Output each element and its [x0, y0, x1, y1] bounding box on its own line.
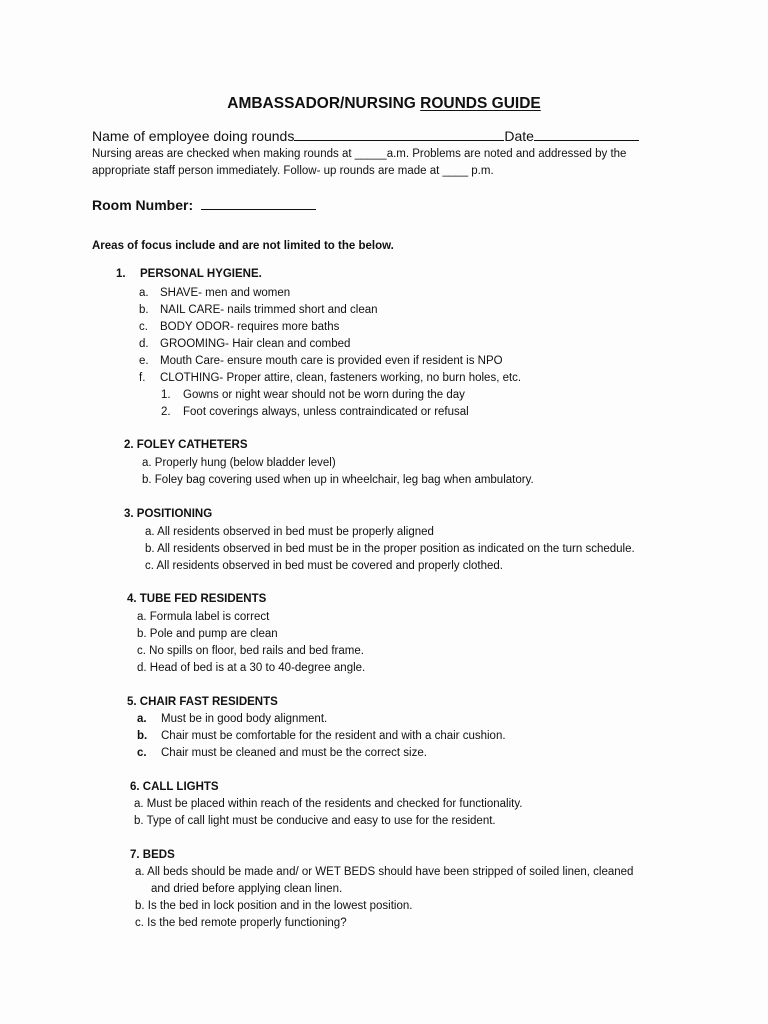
- room-number-field[interactable]: [201, 197, 316, 210]
- sublist-item: Foot coverings always, unless contraindicated or refusal: [183, 406, 469, 418]
- list-item: c. Is the bed remote properly functioning?: [135, 917, 347, 929]
- list-item: b. All residents observed in bed must be in the proper position as indicated on the turn schedule.: [145, 543, 635, 555]
- list-marker: a.: [137, 713, 147, 725]
- list-item: b. Type of call light must be conducive and easy to use for the resident.: [134, 815, 496, 827]
- section-4-title: 4. TUBE FED RESIDENTS: [127, 593, 267, 605]
- section-1-marker: 1.: [116, 268, 126, 280]
- list-item: CLOTHING- Proper attire, clean, fasteners working, no burn holes, etc.: [160, 372, 522, 384]
- list-item: b. Is the bed in lock position and in the lowest position.: [135, 900, 413, 912]
- rounds-text-line-2: appropriate staff person immediately. Follow- up rounds are made at ____ p.m.: [92, 165, 494, 177]
- title-underlined-text: ROUNDS GUIDE: [420, 95, 541, 112]
- list-marker: d.: [139, 338, 149, 350]
- employee-name-field[interactable]: [294, 128, 504, 141]
- list-item: a. Formula label is correct: [137, 611, 270, 623]
- list-item: b. Pole and pump are clean: [137, 628, 278, 640]
- sublist-marker: 1.: [161, 389, 171, 401]
- list-item: Chair must be cleaned and must be the correct size.: [161, 747, 427, 759]
- list-item: a. Properly hung (below bladder level): [142, 457, 336, 469]
- list-item: NAIL CARE- nails trimmed short and clean: [160, 304, 378, 316]
- list-item: c. All residents observed in bed must be covered and properly clothed.: [145, 560, 503, 572]
- list-item: BODY ODOR- requires more baths: [160, 321, 340, 333]
- section-3-title: 3. POSITIONING: [124, 508, 213, 520]
- section-7-title: 7. BEDS: [130, 849, 175, 861]
- list-item: a. All beds should be made and/ or WET BEDS should have been stripped of soiled linen, cleaned: [135, 866, 634, 878]
- title-text: AMBASSADOR/NURSING: [227, 95, 421, 112]
- list-item: Chair must be comfortable for the resident and with a chair cushion.: [161, 730, 506, 742]
- date-field[interactable]: [534, 128, 639, 141]
- section-2-title: 2. FOLEY CATHETERS: [124, 439, 248, 451]
- date-label: Date: [504, 128, 534, 144]
- list-item-continuation: and dried before applying clean linen.: [151, 883, 343, 895]
- list-marker: e.: [139, 355, 149, 367]
- list-marker: c.: [139, 321, 148, 333]
- list-item: Must be in good body alignment.: [161, 713, 328, 725]
- room-number-line: [92, 197, 316, 213]
- list-marker: f.: [139, 372, 146, 384]
- employee-line: [92, 128, 639, 144]
- list-item: Mouth Care- ensure mouth care is provided even if resident is NPO: [160, 355, 503, 367]
- list-item: SHAVE- men and women: [160, 287, 291, 299]
- list-marker: c.: [137, 747, 147, 759]
- list-item: GROOMING- Hair clean and combed: [160, 338, 351, 350]
- section-6-title: 6. CALL LIGHTS: [130, 781, 219, 793]
- section-5-title: 5. CHAIR FAST RESIDENTS: [127, 696, 278, 708]
- list-marker: b.: [137, 730, 148, 742]
- employee-label: Name of employee doing rounds: [92, 128, 295, 144]
- section-1-title: PERSONAL HYGIENE.: [140, 268, 262, 280]
- list-marker: a.: [139, 287, 149, 299]
- list-item: c. No spills on floor, bed rails and bed frame.: [137, 645, 364, 657]
- list-item: a. All residents observed in bed must be properly aligned: [145, 526, 434, 538]
- sublist-marker: 2.: [161, 406, 171, 418]
- room-number-label: Room Number:: [92, 197, 194, 213]
- list-item: d. Head of bed is at a 30 to 40-degree angle.: [137, 662, 366, 674]
- areas-intro: Areas of focus include and are not limited to the below.: [92, 240, 394, 252]
- list-item: b. Foley bag covering used when up in wheelchair, leg bag when ambulatory.: [142, 474, 534, 486]
- list-marker: b.: [139, 304, 149, 316]
- sublist-item: Gowns or night wear should not be worn during the day: [183, 389, 465, 401]
- page-title: [0, 95, 768, 113]
- list-item: a. Must be placed within reach of the residents and checked for functionality.: [134, 798, 523, 810]
- rounds-text-line-1: Nursing areas are checked when making rounds at _____a.m. Problems are noted and addressed by the: [92, 148, 627, 160]
